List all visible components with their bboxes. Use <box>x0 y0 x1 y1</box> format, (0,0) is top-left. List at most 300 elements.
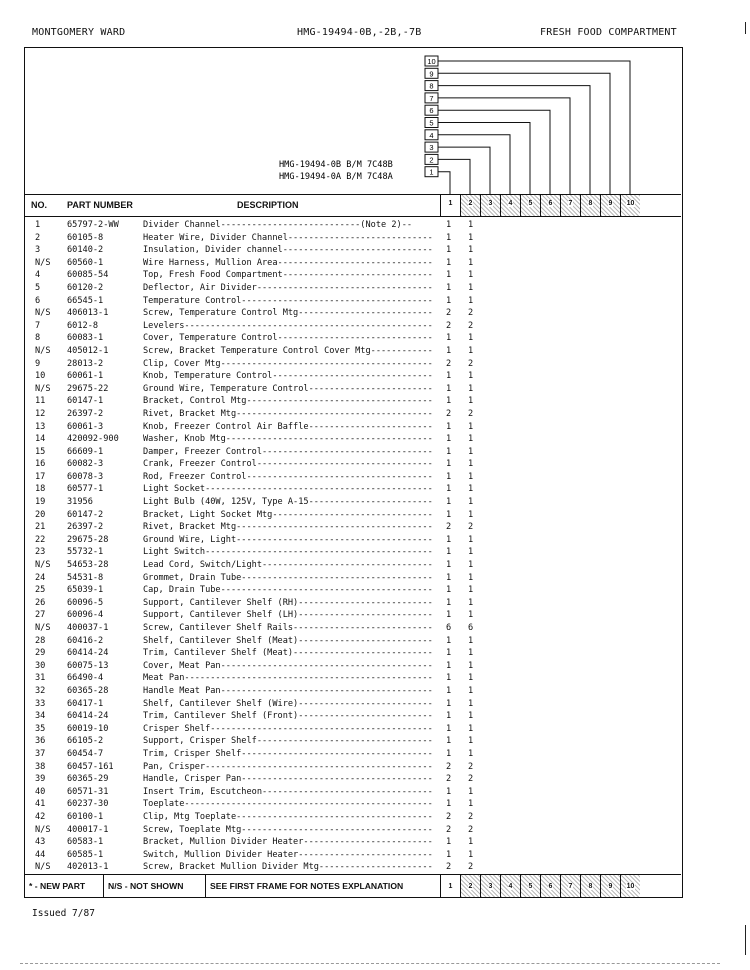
header-right: FRESH FOOD COMPARTMENT <box>540 27 677 38</box>
qty-model-1: 1 <box>446 635 452 646</box>
part-description: Screw, Bracket Temperature Control Cover Mtg------------ <box>143 345 433 356</box>
qty-model-2: 1 <box>468 610 474 621</box>
qty-model-2: 1 <box>468 786 474 797</box>
part-number: 60096-4 <box>67 610 104 621</box>
qty-model-1: 1 <box>446 497 452 508</box>
part-description: Light Switch-------------------------------------------- <box>143 547 433 558</box>
part-description: Screw, Toeplate Mtg------------------------------------- <box>143 824 433 835</box>
qty-col-footer-label: 9 <box>608 882 613 890</box>
qty-model-1: 2 <box>446 824 452 835</box>
qty-model-1: 1 <box>446 572 452 583</box>
qty-model-1: 1 <box>446 371 452 382</box>
item-number: 22 <box>35 534 46 545</box>
part-number: 60365-29 <box>67 774 109 785</box>
qty-model-2: 1 <box>468 585 474 596</box>
part-number: 28013-2 <box>67 358 104 369</box>
qty-col-footer-10 <box>620 875 640 897</box>
qty-model-2: 1 <box>468 434 474 445</box>
qty-model-1: 1 <box>446 446 452 457</box>
qty-col-header-3 <box>480 195 500 216</box>
part-description: Knob, Freezer Control Air Baffle------------------------ <box>143 421 433 432</box>
qty-model-2: 1 <box>468 673 474 684</box>
table-row <box>25 447 681 460</box>
item-number: 17 <box>35 471 46 482</box>
part-description: Handle Meat Pan----------------------------------------- <box>143 685 433 696</box>
part-number: 26397-2 <box>67 408 104 419</box>
qty-model-1: 1 <box>446 282 452 293</box>
part-description: Ground Wire, Temperature Control------------------------ <box>143 383 433 394</box>
part-number: 60571-31 <box>67 786 109 797</box>
qty-model-1: 2 <box>446 320 452 331</box>
qty-model-1: 1 <box>446 295 452 306</box>
item-number: 36 <box>35 736 46 747</box>
model-b-label: HMG-19494-0B B/M 7C48B <box>279 160 393 170</box>
qty-model-1: 1 <box>446 660 452 671</box>
table-row <box>25 422 681 435</box>
item-number: N/S <box>35 560 51 571</box>
part-number: 60365-28 <box>67 685 109 696</box>
part-description: Ground Wire, Light-------------------------------------- <box>143 534 433 545</box>
part-number: 60577-1 <box>67 484 104 495</box>
legend-not-shown: N/S - NOT SHOWN <box>103 875 205 897</box>
parts-list-frame <box>24 47 683 898</box>
qty-model-2: 1 <box>468 509 474 520</box>
qty-model-2: 1 <box>468 270 474 281</box>
qty-model-2: 1 <box>468 648 474 659</box>
qty-col-footer-7 <box>560 875 580 897</box>
qty-model-1: 1 <box>446 471 452 482</box>
part-number: 60414-24 <box>67 648 109 659</box>
item-number: 27 <box>35 610 46 621</box>
item-number: 38 <box>35 761 46 772</box>
part-description: Support, Cantilever Shelf (LH)-------------------------- <box>143 610 433 621</box>
part-description: Bracket, Control Mtg------------------------------------ <box>143 396 433 407</box>
part-number: 60416-2 <box>67 635 104 646</box>
table-row <box>25 359 681 372</box>
part-description: Deflector, Air Divider---------------------------------- <box>143 282 433 293</box>
table-row <box>25 862 681 875</box>
item-number: 3 <box>35 245 41 256</box>
part-number: 60100-1 <box>67 811 104 822</box>
part-description: Shelf, Cantilever Shelf (Wire)-------------------------- <box>143 698 433 709</box>
parts-table <box>25 220 681 875</box>
legend-new-part: * - NEW PART <box>29 881 86 891</box>
part-description: Support, Crisper Shelf---------------------------------- <box>143 736 433 747</box>
part-number: 60583-1 <box>67 837 104 848</box>
table-row <box>25 472 681 485</box>
item-number: 23 <box>35 547 46 558</box>
issued-date: Issued 7/87 <box>32 908 95 919</box>
item-number: 28 <box>35 635 46 646</box>
qty-model-1: 1 <box>446 748 452 759</box>
part-number: 66545-1 <box>67 295 104 306</box>
qty-col-header-7 <box>560 195 580 216</box>
part-description: Washer, Knob Mtg---------------------------------------- <box>143 434 433 445</box>
table-row <box>25 560 681 573</box>
qty-col-header-label: 10 <box>626 200 635 207</box>
qty-col-header-8 <box>580 195 600 216</box>
table-row <box>25 787 681 800</box>
table-row <box>25 346 681 359</box>
part-description: Bracket, Mullion Divider Heater------------------------- <box>143 837 433 848</box>
qty-col-header-5 <box>520 195 540 216</box>
table-row <box>25 258 681 271</box>
item-number: 20 <box>35 509 46 520</box>
qty-model-1: 2 <box>446 811 452 822</box>
column-no: NO. <box>31 200 48 210</box>
qty-model-1: 1 <box>446 547 452 558</box>
callout-label-3: 3 <box>429 143 434 153</box>
qty-col-footer-label: 1 <box>448 882 453 890</box>
part-description: Toeplate------------------------------------------------ <box>143 799 433 810</box>
item-number: 19 <box>35 497 46 508</box>
item-number: N/S <box>35 345 51 356</box>
item-number: 21 <box>35 522 46 533</box>
item-number: N/S <box>35 383 51 394</box>
part-description: Clip, Cover Mtg----------------------------------------- <box>143 358 433 369</box>
qty-model-1: 2 <box>446 862 452 873</box>
qty-model-2: 2 <box>468 811 474 822</box>
part-number: 420092-900 <box>67 434 119 445</box>
table-row <box>25 774 681 787</box>
part-description: Cap, Drain Tube----------------------------------------- <box>143 585 433 596</box>
qty-model-2: 1 <box>468 421 474 432</box>
qty-model-2: 1 <box>468 333 474 344</box>
qty-model-2: 2 <box>468 774 474 785</box>
part-number: 6012-8 <box>67 320 99 331</box>
item-number: 44 <box>35 849 46 860</box>
qty-col-footer-2 <box>460 875 480 897</box>
qty-col-header-6 <box>540 195 560 216</box>
part-description: Wire Harness, Mullion Area------------------------------ <box>143 257 433 268</box>
part-number: 60140-2 <box>67 245 104 256</box>
part-number: 60147-1 <box>67 396 104 407</box>
table-row <box>25 270 681 283</box>
qty-model-2: 2 <box>468 320 474 331</box>
table-row <box>25 673 681 686</box>
item-number: 6 <box>35 295 41 306</box>
item-number: 8 <box>35 333 41 344</box>
qty-col-footer-label: 4 <box>508 882 513 890</box>
qty-model-2: 1 <box>468 245 474 256</box>
qty-col-footer-label: 3 <box>488 882 493 890</box>
item-number: 43 <box>35 837 46 848</box>
callout-label-9: 9 <box>429 69 434 79</box>
qty-model-2: 1 <box>468 837 474 848</box>
part-number: 29675-22 <box>67 383 109 394</box>
qty-col-header-2 <box>460 195 480 216</box>
qty-col-footer-1 <box>440 875 460 897</box>
qty-model-2: 1 <box>468 446 474 457</box>
item-number: 7 <box>35 320 41 331</box>
table-row <box>25 837 681 850</box>
part-description: Rivet, Bracket Mtg-------------------------------------- <box>143 522 433 533</box>
table-row <box>25 598 681 611</box>
part-number: 26397-2 <box>67 522 104 533</box>
part-number: 60096-5 <box>67 597 104 608</box>
qty-col-footer-label: 6 <box>548 882 553 890</box>
part-description: Support, Cantilever Shelf (RH)-------------------------- <box>143 597 433 608</box>
table-row <box>25 384 681 397</box>
qty-model-1: 1 <box>446 799 452 810</box>
qty-model-2: 2 <box>468 862 474 873</box>
part-description: Pan, Crisper-------------------------------------------- <box>143 761 433 772</box>
model-a-label: HMG-19494-0A B/M 7C48A <box>279 172 393 182</box>
qty-model-2: 1 <box>468 295 474 306</box>
table-row <box>25 522 681 535</box>
table-row <box>25 812 681 825</box>
qty-model-2: 1 <box>468 736 474 747</box>
legend-notes: SEE FIRST FRAME FOR NOTES EXPLANATION <box>205 875 440 897</box>
callout-label-8: 8 <box>429 81 434 91</box>
table-row <box>25 799 681 812</box>
edge-mark-bottom <box>745 925 746 955</box>
qty-model-2: 1 <box>468 371 474 382</box>
qty-model-1: 1 <box>446 849 452 860</box>
qty-model-2: 1 <box>468 471 474 482</box>
qty-model-2: 1 <box>468 459 474 470</box>
table-row <box>25 296 681 309</box>
table-row <box>25 623 681 636</box>
qty-model-2: 1 <box>468 257 474 268</box>
item-number: 40 <box>35 786 46 797</box>
part-description: Lead Cord, Switch/Light--------------------------------- <box>143 560 433 571</box>
callout-label-2: 2 <box>429 155 434 165</box>
part-number: 60061-3 <box>67 421 104 432</box>
qty-model-2: 6 <box>468 623 474 633</box>
part-number: 60585-1 <box>67 849 104 860</box>
item-number: 11 <box>35 396 46 407</box>
qty-model-1: 2 <box>446 308 452 319</box>
qty-model-2: 1 <box>468 748 474 759</box>
part-description: Insulation, Divider channel----------------------------- <box>143 245 433 256</box>
qty-model-1: 2 <box>446 774 452 785</box>
qty-col-header-label: 1 <box>448 200 453 207</box>
table-row <box>25 825 681 838</box>
part-number: 60085-54 <box>67 270 109 281</box>
table-row <box>25 333 681 346</box>
table-row <box>25 308 681 321</box>
qty-model-2: 1 <box>468 484 474 495</box>
qty-model-1: 1 <box>446 534 452 545</box>
item-number: 26 <box>35 597 46 608</box>
item-number: 30 <box>35 660 46 671</box>
qty-model-2: 1 <box>468 723 474 734</box>
qty-model-1: 6 <box>446 623 452 633</box>
part-description: Screw, Bracket Mullion Divider Mtg---------------------- <box>143 862 433 873</box>
table-row <box>25 510 681 523</box>
qty-model-2: 1 <box>468 232 474 243</box>
qty-model-2: 1 <box>468 560 474 571</box>
qty-col-header-label: 3 <box>488 200 493 207</box>
table-row <box>25 648 681 661</box>
qty-model-1: 2 <box>446 358 452 369</box>
item-number: 5 <box>35 282 41 293</box>
table-row <box>25 409 681 422</box>
item-number: 32 <box>35 685 46 696</box>
qty-model-1: 1 <box>446 345 452 356</box>
table-row <box>25 233 681 246</box>
qty-model-2: 1 <box>468 698 474 709</box>
qty-col-footer-8 <box>580 875 600 897</box>
item-number: 15 <box>35 446 46 457</box>
qty-model-1: 2 <box>446 408 452 419</box>
qty-model-2: 1 <box>468 711 474 722</box>
qty-model-1: 1 <box>446 837 452 848</box>
qty-model-2: 1 <box>468 282 474 293</box>
item-number: N/S <box>35 862 51 873</box>
callout-leader-9 <box>438 73 610 194</box>
qty-model-1: 1 <box>446 459 452 470</box>
item-number: 42 <box>35 811 46 822</box>
qty-model-1: 1 <box>446 396 452 407</box>
part-number: 60082-3 <box>67 459 104 470</box>
qty-model-1: 1 <box>446 786 452 797</box>
part-number: 66105-2 <box>67 736 104 747</box>
qty-model-1: 1 <box>446 434 452 445</box>
part-description: Top, Fresh Food Compartment----------------------------- <box>143 270 433 281</box>
part-description: Trim, Cantilever Shelf (Front)-------------------------- <box>143 711 433 722</box>
part-description: Clip, Mtg Toeplate-------------------------------------- <box>143 811 433 822</box>
qty-model-1: 1 <box>446 560 452 571</box>
callout-label-10: 10 <box>427 57 436 66</box>
qty-model-2: 2 <box>468 761 474 772</box>
part-description: Light Socket-------------------------------------------- <box>143 484 433 495</box>
part-number: 60457-161 <box>67 761 114 772</box>
item-number: 31 <box>35 673 46 684</box>
part-number: 60560-1 <box>67 257 104 268</box>
qty-model-2: 1 <box>468 572 474 583</box>
qty-model-2: 1 <box>468 660 474 671</box>
part-number: 66490-4 <box>67 673 104 684</box>
part-number: 60237-30 <box>67 799 109 810</box>
qty-col-header-label: 2 <box>468 200 473 207</box>
qty-model-2: 2 <box>468 308 474 319</box>
table-row <box>25 661 681 674</box>
table-row <box>25 497 681 510</box>
qty-model-1: 2 <box>446 522 452 533</box>
part-number: 60061-1 <box>67 371 104 382</box>
item-number: 34 <box>35 711 46 722</box>
qty-model-2: 1 <box>468 597 474 608</box>
edge-mark-top <box>745 22 746 34</box>
part-number: 55732-1 <box>67 547 104 558</box>
part-description: Switch, Mullion Divider Heater-------------------------- <box>143 849 433 860</box>
table-row <box>25 736 681 749</box>
qty-col-footer-label: 7 <box>568 882 573 890</box>
item-number: 2 <box>35 232 41 243</box>
part-number: 65039-1 <box>67 585 104 596</box>
qty-col-footer-6 <box>540 875 560 897</box>
part-number: 60105-8 <box>67 232 104 243</box>
qty-model-2: 1 <box>468 547 474 558</box>
part-description: Light Bulb (40W, 125V, Type A-15------------------------ <box>143 497 433 508</box>
part-number: 60019-10 <box>67 723 109 734</box>
item-number: 13 <box>35 421 46 432</box>
table-row <box>25 749 681 762</box>
callout-label-1: 1 <box>429 167 434 177</box>
qty-col-header-4 <box>500 195 520 216</box>
part-description: Cover, Temperature Control------------------------------ <box>143 333 433 344</box>
qty-col-footer-9 <box>600 875 620 897</box>
part-description: Heater Wire, Divider Channel---------------------------- <box>143 232 433 243</box>
part-number: 60083-1 <box>67 333 104 344</box>
qty-model-1: 1 <box>446 648 452 659</box>
callout-label-5: 5 <box>429 118 434 128</box>
part-number: 60075-13 <box>67 660 109 671</box>
qty-model-2: 1 <box>468 685 474 696</box>
callout-leader-10 <box>438 61 630 194</box>
qty-model-1: 1 <box>446 585 452 596</box>
qty-model-1: 1 <box>446 610 452 621</box>
part-description: Bracket, Light Socket Mtg------------------------------- <box>143 509 433 520</box>
item-number: 1 <box>35 220 41 230</box>
item-number: N/S <box>35 308 51 319</box>
qty-col-footer-label: 10 <box>626 882 635 890</box>
part-description: Cover, Meat Pan----------------------------------------- <box>143 660 433 671</box>
qty-model-2: 2 <box>468 522 474 533</box>
table-row <box>25 850 681 863</box>
callout-label-4: 4 <box>429 130 434 140</box>
item-number: 35 <box>35 723 46 734</box>
table-row <box>25 245 681 258</box>
part-number: 60414-24 <box>67 711 109 722</box>
qty-col-footer-3 <box>480 875 500 897</box>
qty-model-1: 1 <box>446 333 452 344</box>
model-diagram <box>25 48 681 194</box>
item-number: 10 <box>35 371 46 382</box>
table-row <box>25 484 681 497</box>
part-number: 60120-2 <box>67 282 104 293</box>
part-number: 405012-1 <box>67 345 109 356</box>
column-part-number: PART NUMBER <box>67 200 133 210</box>
qty-model-2: 1 <box>468 497 474 508</box>
qty-model-2: 2 <box>468 358 474 369</box>
item-number: 9 <box>35 358 41 369</box>
qty-model-1: 1 <box>446 685 452 696</box>
qty-model-2: 1 <box>468 345 474 356</box>
qty-col-header-label: 7 <box>568 200 573 207</box>
qty-col-footer-4 <box>500 875 520 897</box>
qty-model-1: 1 <box>446 723 452 734</box>
qty-model-1: 1 <box>446 484 452 495</box>
part-number: 60417-1 <box>67 698 104 709</box>
part-number: 66609-1 <box>67 446 104 457</box>
part-number: 31956 <box>67 497 93 508</box>
qty-col-footer-label: 8 <box>588 882 593 890</box>
qty-column-footers <box>440 875 640 897</box>
part-description: Rod, Freezer Control------------------------------------ <box>143 471 433 482</box>
part-number: 400017-1 <box>67 824 109 835</box>
qty-col-header-10 <box>620 195 640 216</box>
part-description: Knob, Temperature Control------------------------------- <box>143 371 433 382</box>
scan-artifact-line <box>20 963 720 965</box>
item-number: N/S <box>35 824 51 835</box>
callout-label-7: 7 <box>429 93 434 103</box>
header-left: MONTGOMERY WARD <box>32 27 126 38</box>
part-description: Trim, Crisper Shelf------------------------------------- <box>143 748 433 759</box>
item-number: 41 <box>35 799 46 810</box>
part-description: Crisper Shelf------------------------------------------- <box>143 723 433 734</box>
part-description: Insert Trim, Escutcheon--------------------------------- <box>143 786 433 797</box>
item-number: 37 <box>35 748 46 759</box>
column-description: DESCRIPTION <box>237 200 299 210</box>
qty-model-1: 1 <box>446 509 452 520</box>
qty-model-2: 1 <box>468 396 474 407</box>
item-number: 18 <box>35 484 46 495</box>
part-number: 29675-28 <box>67 534 109 545</box>
qty-col-header-9 <box>600 195 620 216</box>
